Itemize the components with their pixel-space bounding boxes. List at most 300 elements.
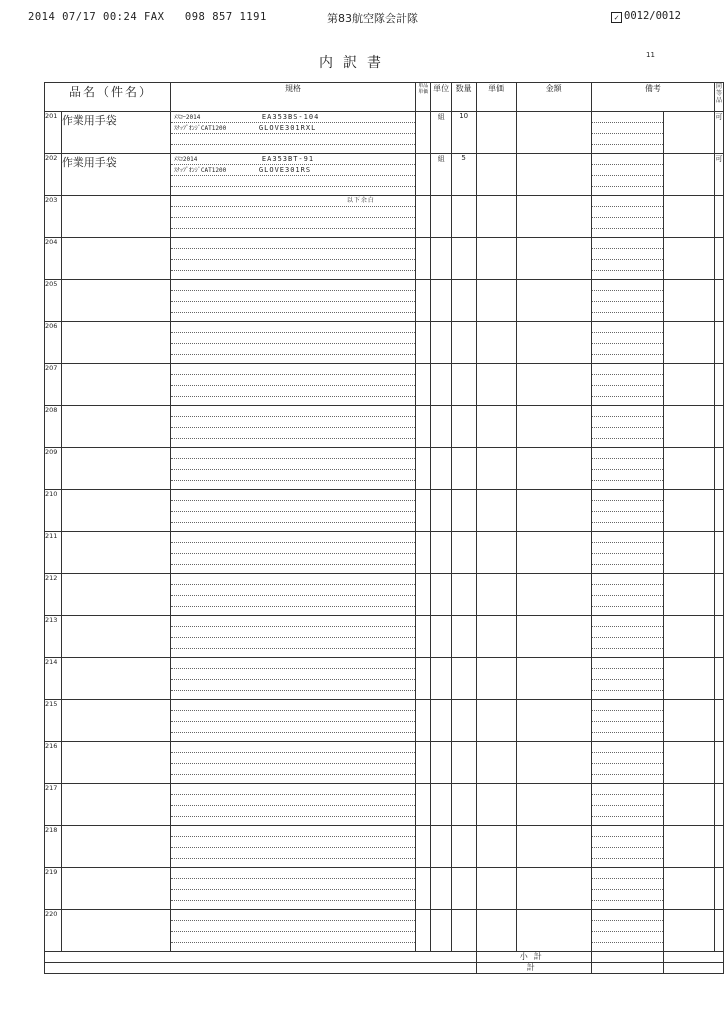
row-remarks <box>591 112 663 154</box>
fax-sender: 第83航空隊会計隊 <box>327 12 418 25</box>
remark-line <box>592 490 663 501</box>
row-number: 212 <box>45 574 62 616</box>
spec-line-0 <box>171 196 415 207</box>
row-item-name <box>61 658 170 700</box>
row-avail <box>714 280 723 322</box>
row-spec <box>170 322 415 364</box>
spec-line-label: ﾒｽｺ2014 <box>173 156 198 163</box>
remark-line <box>592 302 663 313</box>
row-amount <box>516 826 591 868</box>
row-number: 217 <box>45 784 62 826</box>
row-small-col <box>416 658 431 700</box>
row-unit-price <box>476 658 516 700</box>
table-row <box>45 490 724 532</box>
spec-line-2 <box>171 386 415 397</box>
spec-line-0 <box>171 490 415 501</box>
row-number: 208 <box>45 406 62 448</box>
remark-line <box>592 585 663 596</box>
spec-line-0 <box>171 910 415 921</box>
header-avail: 同等品 <box>714 83 723 112</box>
spec-line-1 <box>171 291 415 302</box>
row-quantity <box>451 490 476 532</box>
row-number: 219 <box>45 868 62 910</box>
row-remarks-extra <box>664 406 715 448</box>
row-avail <box>714 658 723 700</box>
row-unit <box>431 280 451 322</box>
row-item-name <box>61 868 170 910</box>
row-amount <box>516 658 591 700</box>
header-amount: 金額 <box>516 83 591 112</box>
spec-line-code: GLOVE301RXL <box>258 124 317 132</box>
remark-line <box>592 501 663 512</box>
row-item-name <box>61 574 170 616</box>
row-item-name <box>61 364 170 406</box>
remark-line <box>592 784 663 795</box>
remark-line <box>592 638 663 649</box>
table-row <box>45 364 724 406</box>
row-small-col <box>416 280 431 322</box>
row-unit-price <box>476 784 516 826</box>
row-avail: 可 <box>714 112 723 154</box>
row-small-col <box>416 154 431 196</box>
row-item-name <box>61 742 170 784</box>
row-number: 220 <box>45 910 62 952</box>
spec-line-2 <box>171 638 415 649</box>
row-spec <box>170 532 415 574</box>
spec-line-2 <box>171 722 415 733</box>
spec-line-0 <box>171 826 415 837</box>
row-amount <box>516 868 591 910</box>
row-avail <box>714 700 723 742</box>
row-amount <box>516 280 591 322</box>
spec-line-1 <box>171 123 415 134</box>
remark-line <box>592 921 663 932</box>
spec-line-2 <box>171 218 415 229</box>
row-remarks <box>591 532 663 574</box>
row-unit-price <box>476 364 516 406</box>
row-quantity <box>451 196 476 238</box>
spec-line-code: EA353BS-104 <box>261 113 320 121</box>
row-spec <box>170 280 415 322</box>
row-spec <box>170 868 415 910</box>
row-remarks <box>591 616 663 658</box>
spec-line-2 <box>171 554 415 565</box>
table-row <box>45 112 724 154</box>
remark-line <box>592 753 663 764</box>
remark-line <box>592 532 663 543</box>
header-spec: 規格 <box>170 83 415 112</box>
table-row <box>45 700 724 742</box>
subtotal-blank <box>45 952 477 963</box>
table-row <box>45 322 724 364</box>
spec-line-1 <box>171 249 415 260</box>
remark-line <box>592 910 663 921</box>
table-row <box>45 742 724 784</box>
row-amount <box>516 364 591 406</box>
spec-line-2 <box>171 806 415 817</box>
row-amount <box>516 742 591 784</box>
remark-line <box>592 459 663 470</box>
row-small-col <box>416 616 431 658</box>
row-unit <box>431 574 451 616</box>
row-remarks-extra <box>664 490 715 532</box>
spec-line-1 <box>171 837 415 848</box>
row-avail <box>714 196 723 238</box>
remark-line <box>592 795 663 806</box>
row-quantity <box>451 616 476 658</box>
row-amount <box>516 910 591 952</box>
fax-page-icon: ✓ <box>611 12 622 23</box>
row-amount <box>516 448 591 490</box>
table-row <box>45 616 724 658</box>
row-quantity <box>451 532 476 574</box>
row-unit-price <box>476 322 516 364</box>
remark-line <box>592 333 663 344</box>
remark-line <box>592 574 663 585</box>
spec-line-1 <box>171 627 415 638</box>
spec-line-2 <box>171 512 415 523</box>
row-remarks <box>591 280 663 322</box>
remark-line <box>592 848 663 859</box>
row-remarks <box>591 490 663 532</box>
total-blank <box>45 963 477 974</box>
remark-line <box>592 711 663 722</box>
row-remarks <box>591 574 663 616</box>
spec-line-code: EA353BT-91 <box>261 155 315 163</box>
row-small-col <box>416 700 431 742</box>
table-row <box>45 280 724 322</box>
spec-line-1 <box>171 501 415 512</box>
remark-line <box>592 627 663 638</box>
row-unit-price <box>476 280 516 322</box>
spec-line-0 <box>171 658 415 669</box>
remark-line <box>592 826 663 837</box>
row-amount <box>516 112 591 154</box>
row-amount <box>516 616 591 658</box>
spec-line-label: ｽﾅｯﾌﾟｵﾝｼﾞCAT1200 <box>173 167 227 174</box>
header-remarks: 備考 <box>591 83 714 112</box>
row-avail <box>714 364 723 406</box>
table-row <box>45 574 724 616</box>
header-unit: 単位 <box>431 83 451 112</box>
fax-page-counter <box>611 10 681 23</box>
row-unit-price <box>476 742 516 784</box>
remark-line <box>592 742 663 753</box>
row-unit <box>431 490 451 532</box>
spec-line-0 <box>171 700 415 711</box>
header-item-name: 品名（件名） <box>45 83 171 112</box>
row-unit <box>431 406 451 448</box>
spec-line-1 <box>171 921 415 932</box>
row-remarks-extra <box>664 574 715 616</box>
row-unit <box>431 742 451 784</box>
remark-line <box>592 375 663 386</box>
remark-line <box>592 512 663 523</box>
remark-line <box>592 669 663 680</box>
remark-line <box>592 448 663 459</box>
table-row <box>45 658 724 700</box>
spec-line-1 <box>171 165 415 176</box>
row-small-col <box>416 490 431 532</box>
row-small-col <box>416 826 431 868</box>
remark-line <box>592 428 663 439</box>
spec-line-0 <box>171 406 415 417</box>
row-quantity <box>451 784 476 826</box>
table-row <box>45 448 724 490</box>
row-remarks <box>591 364 663 406</box>
remark-line <box>592 260 663 271</box>
row-number: 207 <box>45 364 62 406</box>
row-unit-price <box>476 532 516 574</box>
row-avail <box>714 490 723 532</box>
remark-line <box>592 722 663 733</box>
row-number: 201 <box>45 112 62 154</box>
row-remarks <box>591 868 663 910</box>
row-remarks <box>591 910 663 952</box>
row-small-col <box>416 574 431 616</box>
row-avail <box>714 406 723 448</box>
spec-line-2 <box>171 470 415 481</box>
remark-line <box>592 616 663 627</box>
row-quantity <box>451 826 476 868</box>
row-avail: 可 <box>714 154 723 196</box>
row-small-col <box>416 448 431 490</box>
remark-line <box>592 868 663 879</box>
remark-line <box>592 879 663 890</box>
row-spec <box>170 364 415 406</box>
row-unit <box>431 826 451 868</box>
row-amount <box>516 238 591 280</box>
remark-line <box>592 165 663 176</box>
row-item-name <box>61 700 170 742</box>
page-mark: 11 <box>646 51 655 59</box>
document-title: 内訳書 <box>319 55 391 71</box>
row-remarks <box>591 700 663 742</box>
row-spec <box>170 910 415 952</box>
row-remarks-extra <box>664 112 715 154</box>
remark-line <box>592 249 663 260</box>
row-avail <box>714 448 723 490</box>
row-small-col <box>416 742 431 784</box>
row-quantity <box>451 448 476 490</box>
header-small-col: 単品単価 <box>416 83 431 112</box>
remark-line <box>592 470 663 481</box>
row-remarks-extra <box>664 280 715 322</box>
spec-line-0 <box>171 868 415 879</box>
spec-line-2 <box>171 680 415 691</box>
spec-line-0 <box>171 616 415 627</box>
spec-line-2 <box>171 848 415 859</box>
row-spec <box>170 406 415 448</box>
row-item-name: 作業用手袋 <box>61 112 170 154</box>
spec-line-1 <box>171 795 415 806</box>
row-unit-price <box>476 238 516 280</box>
header-quantity: 数量 <box>451 83 476 112</box>
spec-line-2 <box>171 344 415 355</box>
row-remarks-extra <box>664 826 715 868</box>
row-quantity <box>451 868 476 910</box>
row-small-col <box>416 112 431 154</box>
row-remarks <box>591 154 663 196</box>
fax-datetime: 2014 07/17 00:24 FAX <box>28 11 165 23</box>
spec-line-2 <box>171 428 415 439</box>
row-unit-price <box>476 448 516 490</box>
row-spec <box>170 238 415 280</box>
remark-line <box>592 207 663 218</box>
table-row <box>45 868 724 910</box>
row-small-col <box>416 196 431 238</box>
subtotal-remarks <box>664 952 724 963</box>
breakdown-table <box>44 82 724 974</box>
row-spec <box>170 700 415 742</box>
remark-line <box>592 218 663 229</box>
row-unit <box>431 784 451 826</box>
subtotal-row <box>45 952 724 963</box>
table-row <box>45 532 724 574</box>
row-small-col <box>416 322 431 364</box>
fax-number: 098 857 1191 <box>184 11 267 23</box>
row-spec <box>170 490 415 532</box>
subtotal-amount <box>591 952 663 963</box>
row-remarks-extra <box>664 868 715 910</box>
remark-line <box>592 196 663 207</box>
spec-line-2 <box>171 596 415 607</box>
spec-line-1 <box>171 459 415 470</box>
total-amount <box>591 963 663 974</box>
spec-line-2 <box>171 176 415 187</box>
row-unit-price <box>476 910 516 952</box>
row-quantity <box>451 574 476 616</box>
spec-line-2 <box>171 890 415 901</box>
spec-line-1 <box>171 753 415 764</box>
spec-line-2 <box>171 932 415 943</box>
remark-line <box>592 364 663 375</box>
remark-line <box>592 123 663 134</box>
row-number: 206 <box>45 322 62 364</box>
spec-line-1 <box>171 207 415 218</box>
spec-line-0 <box>171 238 415 249</box>
row-remarks <box>591 658 663 700</box>
row-avail <box>714 826 723 868</box>
row-number: 218 <box>45 826 62 868</box>
row-item-name <box>61 616 170 658</box>
row-amount <box>516 490 591 532</box>
row-unit <box>431 196 451 238</box>
row-quantity <box>451 238 476 280</box>
row-avail <box>714 784 723 826</box>
row-spec <box>170 658 415 700</box>
spec-line-code: GLOVE301RS <box>258 166 312 174</box>
remark-line <box>592 932 663 943</box>
row-amount <box>516 700 591 742</box>
row-quantity <box>451 658 476 700</box>
remark-line <box>592 837 663 848</box>
spec-line-1 <box>171 669 415 680</box>
row-unit-price <box>476 154 516 196</box>
spec-line-0 <box>171 784 415 795</box>
row-avail <box>714 868 723 910</box>
row-unit <box>431 364 451 406</box>
remark-line <box>592 554 663 565</box>
remark-line <box>592 291 663 302</box>
spec-line-label: ﾒｽｺｰ2014 <box>173 114 201 121</box>
row-avail <box>714 616 723 658</box>
row-remarks-extra <box>664 784 715 826</box>
remark-line <box>592 890 663 901</box>
row-remarks <box>591 826 663 868</box>
row-avail <box>714 322 723 364</box>
fax-timestamp <box>28 11 267 23</box>
row-unit-price <box>476 112 516 154</box>
remark-line <box>592 417 663 428</box>
row-amount <box>516 154 591 196</box>
row-number: 203 <box>45 196 62 238</box>
remark-line <box>592 322 663 333</box>
row-remarks-extra <box>664 322 715 364</box>
table-row <box>45 196 724 238</box>
row-small-col <box>416 910 431 952</box>
row-unit-price <box>476 490 516 532</box>
row-unit <box>431 238 451 280</box>
row-item-name <box>61 238 170 280</box>
total-label: 計 <box>476 963 591 974</box>
row-remarks <box>591 196 663 238</box>
row-avail <box>714 910 723 952</box>
row-unit <box>431 868 451 910</box>
row-unit-price <box>476 700 516 742</box>
spec-line-0 <box>171 532 415 543</box>
row-spec <box>170 784 415 826</box>
row-number: 211 <box>45 532 62 574</box>
header-unit-price: 単価 <box>476 83 516 112</box>
row-item-name <box>61 280 170 322</box>
remark-line <box>592 238 663 249</box>
row-remarks <box>591 448 663 490</box>
row-small-col <box>416 532 431 574</box>
row-remarks <box>591 406 663 448</box>
spec-line-1 <box>171 417 415 428</box>
remark-line <box>592 280 663 291</box>
remark-line <box>592 658 663 669</box>
remark-line <box>592 680 663 691</box>
row-small-col <box>416 784 431 826</box>
spec-line-2 <box>171 302 415 313</box>
row-spec <box>170 448 415 490</box>
row-quantity <box>451 700 476 742</box>
row-quantity <box>451 364 476 406</box>
row-small-col <box>416 238 431 280</box>
row-quantity: 10 <box>451 112 476 154</box>
spec-line-0 <box>171 154 415 165</box>
row-remarks-extra <box>664 910 715 952</box>
row-unit-price <box>476 826 516 868</box>
row-spec <box>170 742 415 784</box>
spec-line-1 <box>171 585 415 596</box>
row-small-col <box>416 406 431 448</box>
row-remarks-extra <box>664 658 715 700</box>
total-row <box>45 963 724 974</box>
row-item-name <box>61 448 170 490</box>
row-remarks <box>591 238 663 280</box>
remark-line <box>592 806 663 817</box>
row-spec <box>170 616 415 658</box>
row-unit <box>431 532 451 574</box>
row-remarks <box>591 322 663 364</box>
row-remarks-extra <box>664 448 715 490</box>
spec-line-0 <box>171 364 415 375</box>
spec-line-2 <box>171 134 415 145</box>
row-item-name: 作業用手袋 <box>61 154 170 196</box>
